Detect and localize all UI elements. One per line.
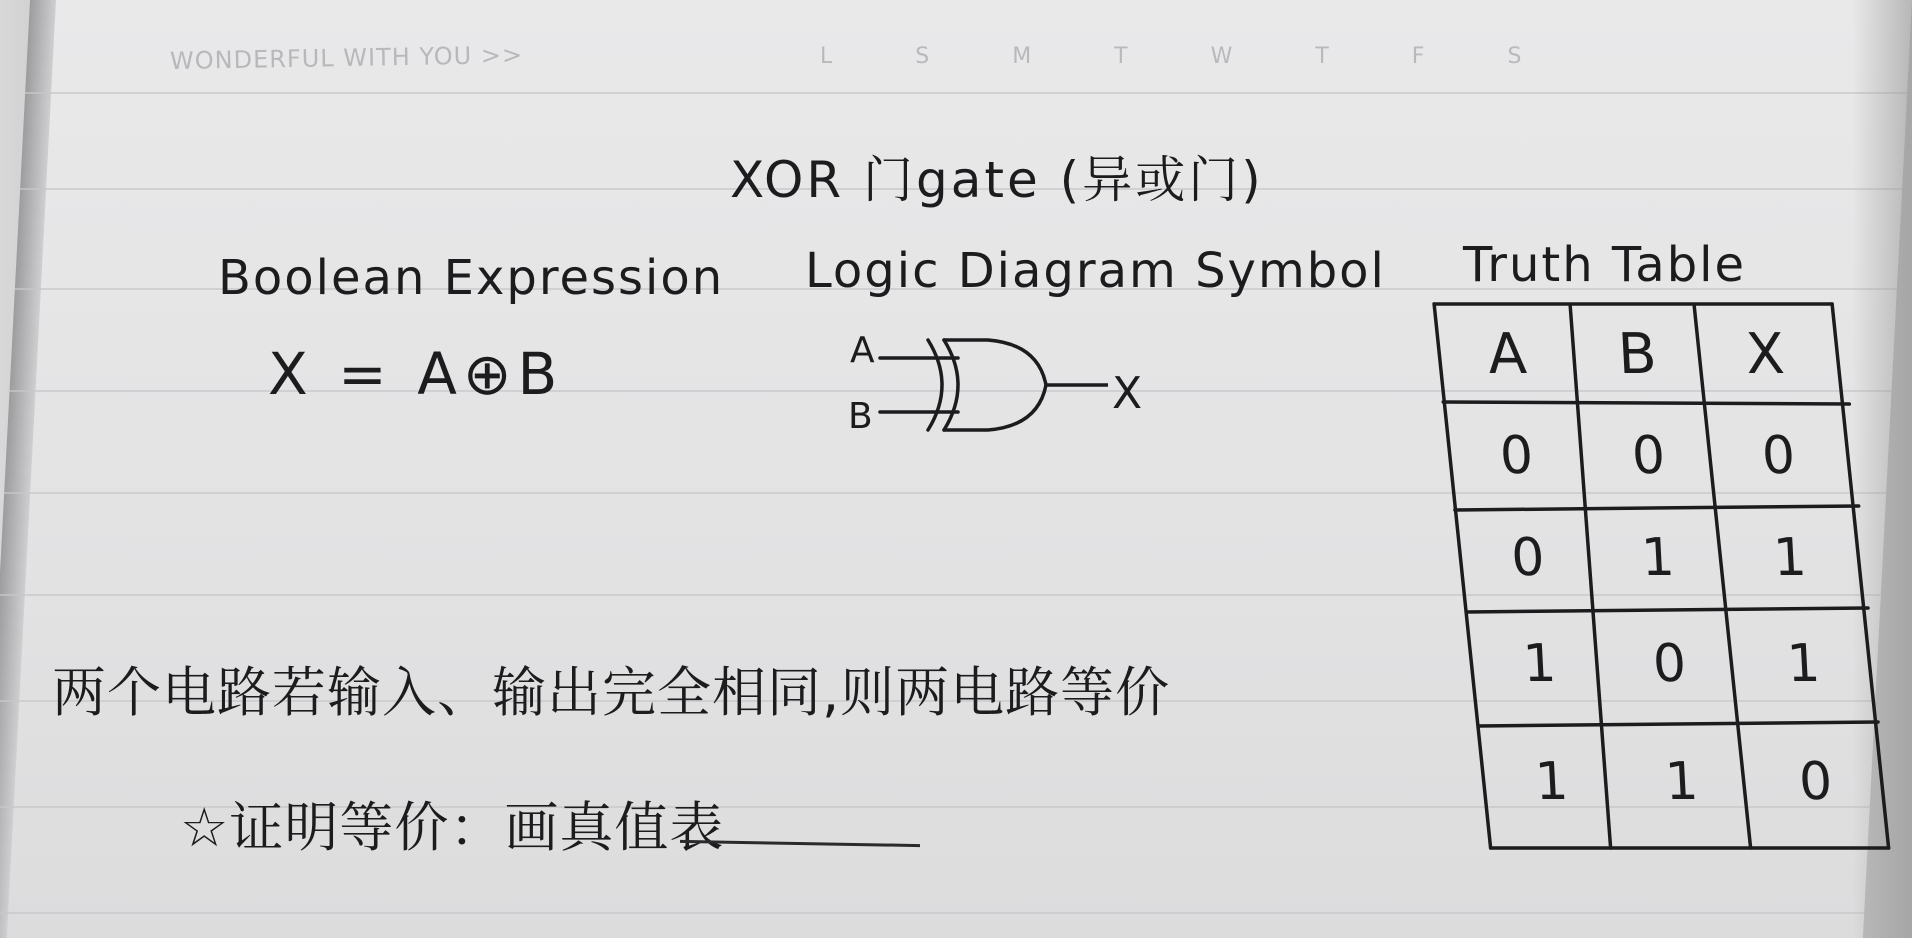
- truth-table: [1432, 302, 1891, 850]
- gate-output-x-label: X: [1112, 368, 1143, 419]
- truth-cell: 0: [1509, 528, 1547, 588]
- gate-input-a-label: A: [850, 330, 875, 371]
- heading-boolean-expression: Boolean Expression: [218, 250, 725, 306]
- gate-back-curve: [944, 340, 958, 430]
- truth-cell: 1: [1663, 752, 1700, 812]
- truth-cell: 0: [1630, 426, 1667, 486]
- truth-cell: 1: [1639, 528, 1677, 588]
- heading-logic-diagram: Logic Diagram Symbol: [805, 243, 1386, 299]
- truth-cell: 1: [1521, 634, 1558, 694]
- ruled-line: [0, 912, 1864, 914]
- xor-gate-symbol: [878, 330, 1108, 450]
- truth-cell: 0: [1498, 426, 1535, 486]
- truth-cell: 1: [1771, 528, 1809, 588]
- truth-cell: 1: [1533, 752, 1570, 812]
- page-title: XOR 门gate (异或门): [730, 151, 1264, 209]
- xor-extra-curve: [928, 340, 942, 430]
- note-proof-method: ☆证明等价：画真值表: [180, 796, 725, 859]
- notebook-brand-line: WONDERFUL WITH YOU >>: [169, 40, 524, 76]
- boolean-expression: X = A⊕B: [268, 340, 564, 408]
- truth-cell: 0: [1797, 752, 1834, 812]
- truth-cell: 0: [1651, 634, 1688, 694]
- truth-header-x: X: [1744, 321, 1787, 387]
- notebook-days-row: L S M T W T F S: [820, 44, 1560, 69]
- heading-truth-table: Truth Table: [1463, 237, 1747, 293]
- truth-cell: 1: [1785, 634, 1822, 694]
- truth-header-b: B: [1616, 321, 1659, 387]
- note-equivalence: 两个电路若输入、输出完全相同,则两电路等价: [52, 661, 1171, 724]
- gate-input-b-label: B: [848, 396, 873, 437]
- ruled-line: [25, 92, 1907, 94]
- truth-header-a: A: [1486, 321, 1529, 387]
- truth-cell: 0: [1760, 426, 1797, 486]
